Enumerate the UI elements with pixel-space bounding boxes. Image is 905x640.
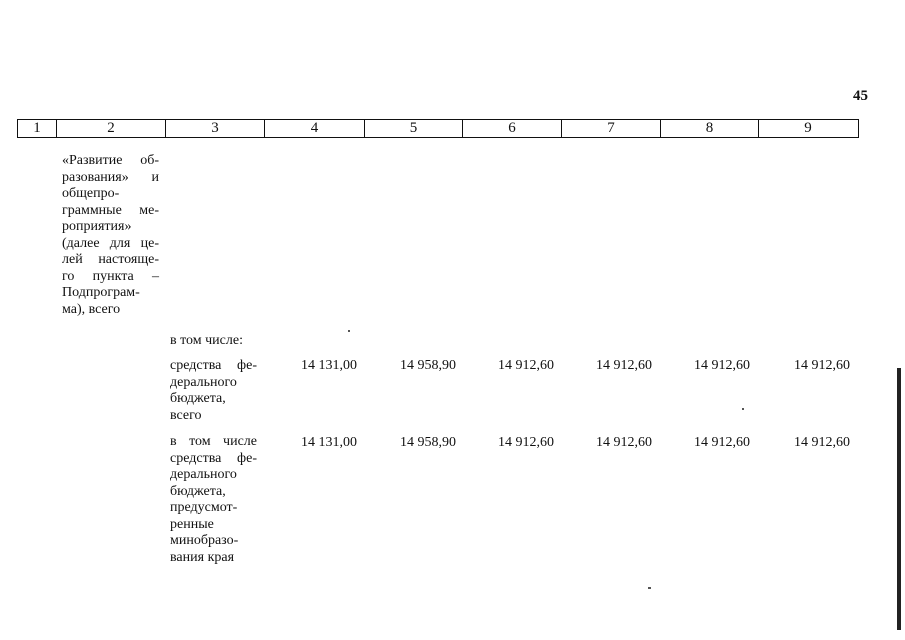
row-1-value: 14 912,60 bbox=[498, 358, 554, 373]
table-header-row bbox=[17, 119, 859, 138]
row-label-line: предусмот- bbox=[170, 500, 238, 515]
row-label-line: бюджета, bbox=[170, 483, 226, 499]
subprogram-line: «Развитие об- bbox=[62, 153, 159, 168]
subprogram-line: граммные ме- bbox=[62, 202, 159, 218]
row-2-value: 14 912,60 bbox=[794, 435, 850, 450]
scan-speck bbox=[742, 408, 744, 410]
row-label-line: бюджета, bbox=[170, 391, 226, 406]
subprogram-name bbox=[62, 153, 159, 318]
row-label-line: в том числе bbox=[170, 434, 257, 449]
row-label-line: всего bbox=[170, 407, 202, 423]
header-cell-5: 5 bbox=[365, 120, 463, 137]
subprogram-line: ма), всего bbox=[62, 301, 121, 317]
row-2-value: 14 912,60 bbox=[596, 435, 652, 450]
subprogram-line: го пункта – bbox=[62, 268, 159, 284]
header-cell-8: 8 bbox=[661, 120, 759, 137]
including-label: в том числе: bbox=[170, 333, 243, 348]
row-1-value: 14 131,00 bbox=[301, 358, 357, 373]
header-cell-9: 9 bbox=[804, 120, 812, 136]
row-1-value: 14 912,60 bbox=[694, 358, 750, 373]
header-cell-3: 3 bbox=[166, 120, 265, 137]
row-label-line: минобразо- bbox=[170, 533, 239, 548]
header-cell-6: 6 bbox=[463, 120, 562, 137]
row-2-value: 14 912,60 bbox=[498, 435, 554, 450]
subprogram-line: Подпрограм- bbox=[62, 285, 140, 300]
subprogram-line: лей настояще- bbox=[62, 252, 159, 267]
subprogram-line: роприятия» bbox=[62, 219, 132, 234]
header-cell-4: 4 bbox=[265, 120, 365, 137]
row-label-line: дерального bbox=[170, 374, 237, 390]
row-2-value: 14 958,90 bbox=[400, 435, 456, 450]
header-cell-1: 1 bbox=[18, 120, 57, 137]
row-label-line: вания края bbox=[170, 549, 235, 565]
row-label-line: средства фе- bbox=[170, 450, 257, 466]
row-2-value: 14 912,60 bbox=[694, 435, 750, 450]
row-1-value: 14 958,90 bbox=[400, 358, 456, 373]
row-label-line: ренные bbox=[170, 516, 214, 532]
row-label-line: средства фе- bbox=[170, 358, 257, 373]
row-label-line: дерального bbox=[170, 467, 237, 482]
row-2-label bbox=[170, 434, 257, 566]
scan-edge-line bbox=[897, 368, 901, 630]
header-cell-2: 2 bbox=[57, 120, 166, 137]
scan-speck bbox=[648, 587, 651, 589]
row-1-label bbox=[170, 358, 257, 424]
subprogram-line: разования» и bbox=[62, 169, 159, 185]
row-1-value: 14 912,60 bbox=[794, 358, 850, 373]
subprogram-line: (далее для це- bbox=[62, 235, 159, 251]
header-cell-7: 7 bbox=[562, 120, 661, 137]
row-2-value: 14 131,00 bbox=[301, 435, 357, 450]
scan-speck bbox=[348, 330, 350, 332]
subprogram-line: общепро- bbox=[62, 186, 120, 201]
row-1-value: 14 912,60 bbox=[596, 358, 652, 373]
page-number: 45 bbox=[853, 88, 868, 104]
